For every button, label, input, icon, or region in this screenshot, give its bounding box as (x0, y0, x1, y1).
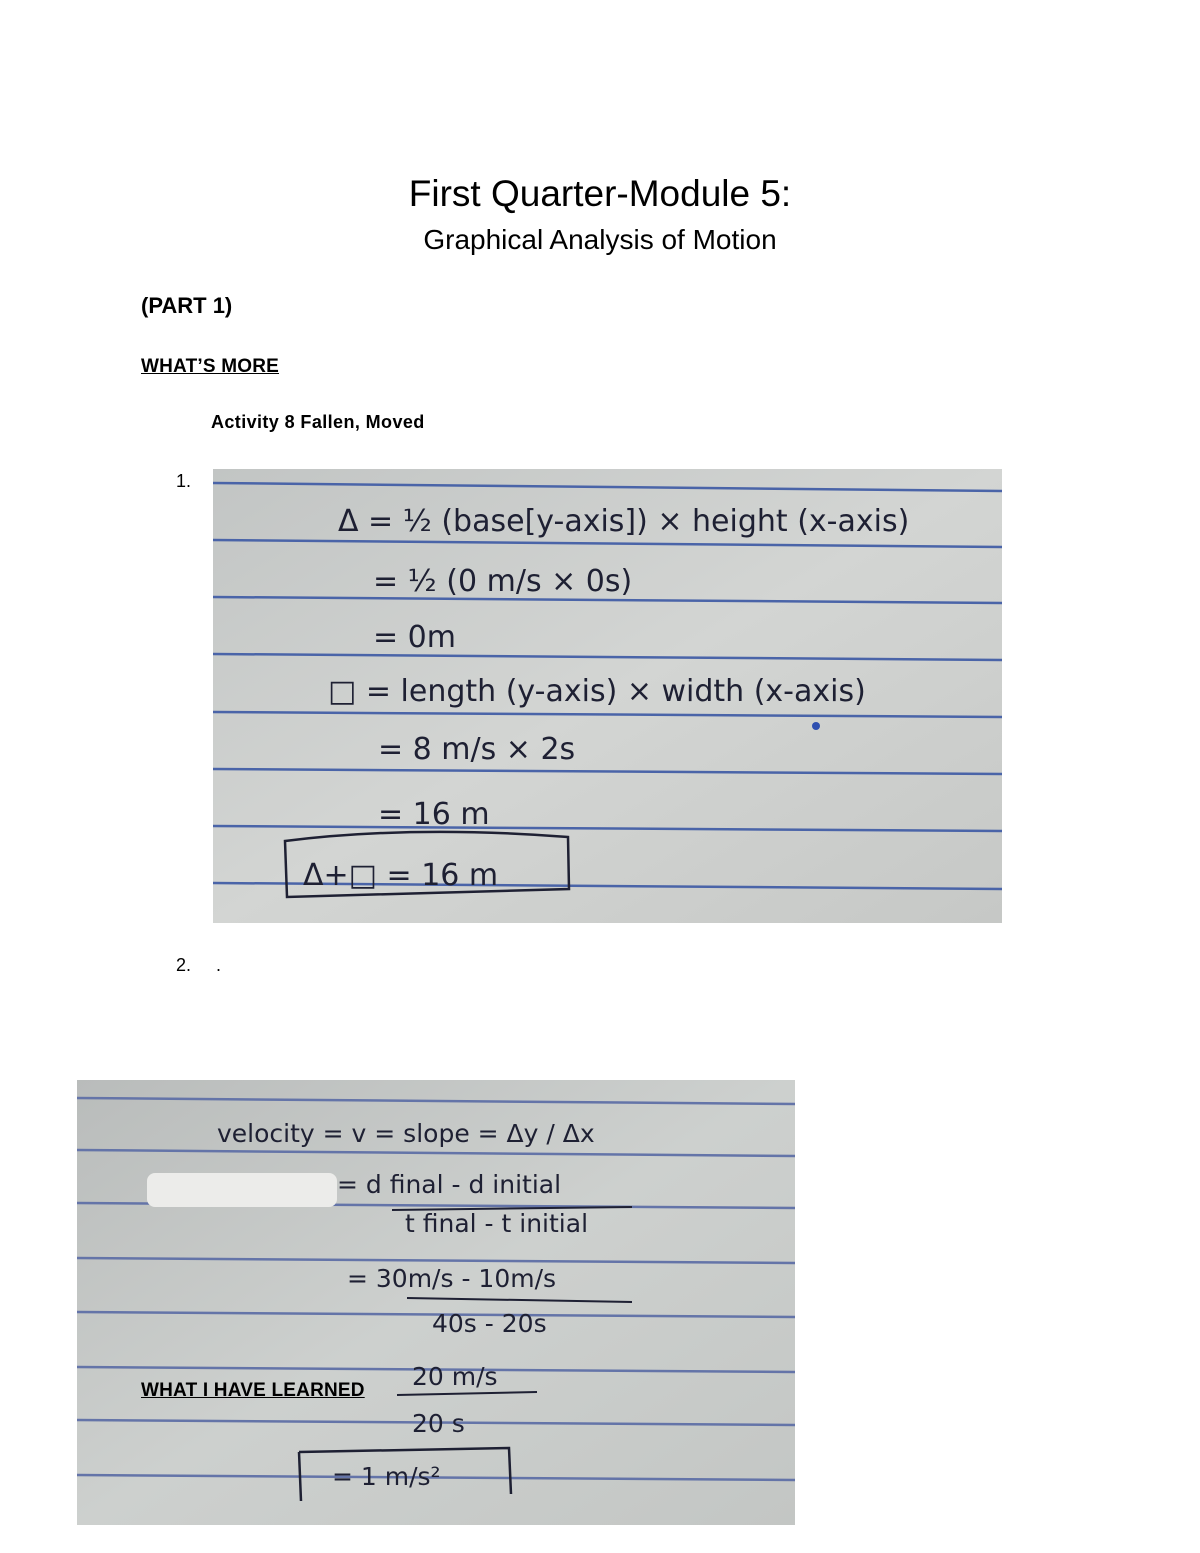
page-subtitle: Graphical Analysis of Motion (423, 224, 777, 255)
hw-line-1: Δ = ½ (base[y-axis]) × height (x-axis) (338, 504, 910, 539)
hw-line-6: 20 m/s (412, 1362, 498, 1391)
item-2-number: 2. (176, 955, 192, 975)
what-i-have-learned-heading: WHAT I HAVE LEARNED (141, 1380, 365, 1401)
handwritten-photo-2 (77, 1080, 795, 1525)
ink-dot (812, 722, 820, 730)
handwritten-photo-1 (213, 469, 1002, 923)
hw-line-5: 40s - 20s (432, 1309, 547, 1338)
hw-line-2: = ½ (0 m/s × 0s) (373, 564, 633, 599)
page-title: First Quarter-Module 5: (408, 173, 792, 214)
hw-line-7: 20 s (412, 1409, 465, 1438)
hw-line-5: = 8 m/s × 2s (378, 732, 576, 767)
hw-line-4: = 30m/s - 10m/s (347, 1264, 557, 1293)
activity-title: Activity 8 Fallen, Moved (211, 412, 425, 432)
hw-line-3: = 0m (373, 620, 456, 655)
hw-line-8: = 1 m/s² (332, 1462, 441, 1491)
whats-more-heading: WHAT’S MORE (141, 356, 280, 377)
part-label: (PART 1) (141, 293, 233, 318)
item-2-dot: . (216, 955, 222, 975)
whiteout-patch (147, 1173, 337, 1207)
hw-line-7: Δ+□ = 16 m (303, 858, 499, 893)
hw-line-3: t final - t initial (405, 1209, 589, 1238)
hw-line-6: = 16 m (378, 797, 490, 832)
hw-line-2: = d final - d initial (337, 1170, 562, 1199)
hw-line-1: velocity = v = slope = Δy / Δx (217, 1119, 595, 1148)
hw-line-4: □ = length (y-axis) × width (x-axis) (328, 674, 866, 709)
item-1-number: 1. (176, 471, 192, 491)
